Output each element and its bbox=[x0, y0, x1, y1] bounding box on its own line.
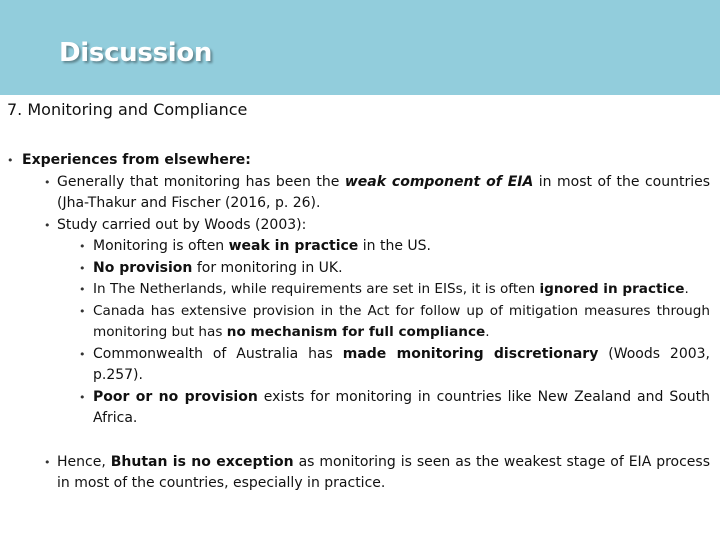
bullet-emphasis: no mechanism for full compliance bbox=[226, 324, 486, 340]
bullet-text: Study carried out by Woods (2003): bbox=[57, 216, 307, 233]
bullet-text: (Woods 2003, p.257). bbox=[93, 345, 711, 383]
bullet-icon: • bbox=[44, 175, 51, 189]
bullet-generally bbox=[0, 172, 720, 215]
bullet-text: Hence, bbox=[57, 453, 111, 470]
title-banner bbox=[0, 0, 720, 96]
bullet-australia bbox=[0, 344, 720, 387]
bullet-experiences bbox=[0, 150, 720, 172]
bullet-emphasis: weak component of EIA bbox=[344, 173, 534, 190]
bullet-text: as monitoring is seen as the weakest stage of EIA process in most of the countries, especially in practice. bbox=[57, 453, 710, 491]
bullet-icon: • bbox=[79, 347, 86, 361]
bullet-emphasis: ignored in practice bbox=[539, 281, 685, 297]
bullet-text: Experiences from elsewhere: bbox=[22, 152, 251, 168]
bullet-icon: • bbox=[44, 455, 51, 469]
bullet-emphasis: No provision bbox=[93, 259, 193, 276]
bullet-icon: • bbox=[79, 240, 86, 253]
bullet-poor-provision bbox=[0, 387, 720, 430]
bullet-text: Generally that monitoring has been the bbox=[57, 173, 345, 190]
bullet-text: Monitoring is often bbox=[93, 238, 229, 254]
bullet-icon: • bbox=[7, 154, 14, 167]
bullet-text: for monitoring in UK. bbox=[192, 259, 343, 276]
spacer bbox=[0, 430, 720, 452]
bullet-text: . bbox=[684, 281, 689, 297]
bullet-text: in the US. bbox=[358, 238, 431, 254]
bullet-icon: • bbox=[44, 218, 51, 232]
bullet-icon: • bbox=[79, 283, 86, 296]
bullet-emphasis: made monitoring discretionary bbox=[342, 345, 599, 362]
bullet-emphasis: Bhutan is no exception bbox=[110, 453, 294, 470]
bullet-netherlands bbox=[0, 279, 720, 301]
bullet-uk bbox=[0, 258, 720, 280]
bullet-text: Canada has extensive provision in the Act for follow up of mitigation measures through monitoring but has bbox=[93, 302, 710, 340]
bullet-text: In The Netherlands, while requirements are set in EISs, it is often bbox=[93, 281, 540, 297]
bullet-text: Commonwealth of Australia has bbox=[93, 345, 343, 362]
bullet-text: . bbox=[485, 324, 490, 340]
bullet-icon: • bbox=[79, 304, 86, 318]
slide-title: Discussion bbox=[59, 38, 213, 68]
bullet-canada bbox=[0, 301, 720, 344]
bullet-list bbox=[0, 150, 720, 495]
bullet-study bbox=[0, 215, 720, 237]
bullet-text: in most of the countries (Jha-Thakur and Fischer (2016, p. 26). bbox=[57, 173, 710, 211]
bullet-text: exists for monitoring in countries like New Zealand and South Africa. bbox=[93, 388, 711, 426]
bullet-icon: • bbox=[79, 390, 86, 404]
bullet-hence bbox=[0, 452, 720, 495]
bullet-emphasis: Poor or no provision bbox=[93, 388, 258, 405]
section-subtitle: 7. Monitoring and Compliance bbox=[7, 100, 248, 119]
bullet-icon: • bbox=[79, 261, 86, 275]
bullet-us bbox=[0, 236, 720, 258]
bullet-emphasis: weak in practice bbox=[228, 238, 359, 254]
